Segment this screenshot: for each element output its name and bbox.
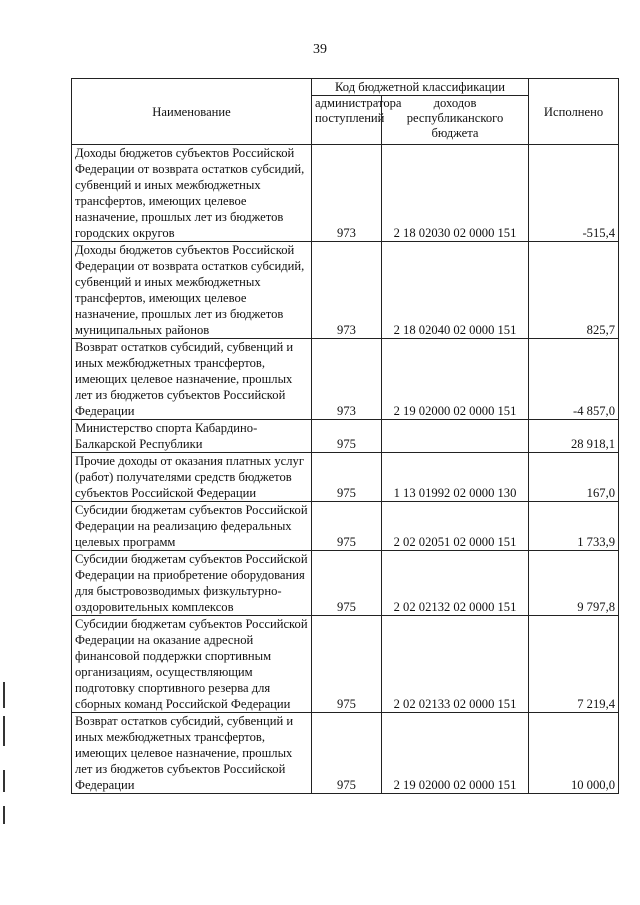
- row-admin-code: 973: [312, 339, 382, 420]
- row-admin-code: 975: [312, 502, 382, 551]
- row-amount: -4 857,0: [529, 339, 619, 420]
- row-name: Доходы бюджетов субъектов Российской Федерации от возврата остатков субсидий, субвенций и иных межбюджетных трансфертов, имеющих целевое назначение, прошлых лет из бюджетов городских округов: [72, 145, 312, 242]
- header-code-group: Код бюджетной классификации: [312, 79, 529, 96]
- row-admin-code: 975: [312, 616, 382, 713]
- row-budget-code: 1 13 01992 02 0000 130: [382, 453, 529, 502]
- scan-margin-mark: [3, 806, 5, 824]
- table-row: [72, 616, 619, 713]
- row-amount: 167,0: [529, 453, 619, 502]
- row-name: Субсидии бюджетам субъектов Российской Федерации на оказание адресной финансовой поддержки спортивным организациям, осуществляющим подготовку спортивного резерва для сборных команд Российской Федерации: [72, 616, 312, 713]
- row-name: Прочие доходы от оказания платных услуг (работ) получателями средств бюджетов субъектов Российской Федерации: [72, 453, 312, 502]
- row-amount: 7 219,4: [529, 616, 619, 713]
- row-budget-code: 2 02 02132 02 0000 151: [382, 551, 529, 616]
- row-budget-code: 2 18 02040 02 0000 151: [382, 242, 529, 339]
- scan-margin-mark: [3, 770, 5, 792]
- row-admin-code: 975: [312, 713, 382, 794]
- row-budget-code: 2 19 02000 02 0000 151: [382, 713, 529, 794]
- row-admin-code: 973: [312, 242, 382, 339]
- table-row: [72, 453, 619, 502]
- row-admin-code: 975: [312, 453, 382, 502]
- row-budget-code: 2 02 02051 02 0000 151: [382, 502, 529, 551]
- row-name: Субсидии бюджетам субъектов Российской Федерации на реализацию федеральных целевых программ: [72, 502, 312, 551]
- table-row: [72, 502, 619, 551]
- table-row: [72, 551, 619, 616]
- row-name: Министерство спорта Кабардино-Балкарской Республики: [72, 420, 312, 453]
- table-row: [72, 145, 619, 242]
- header-executed: Исполнено: [529, 79, 619, 145]
- row-budget-code: 2 18 02030 02 0000 151: [382, 145, 529, 242]
- table-row: [72, 420, 619, 453]
- row-amount: -515,4: [529, 145, 619, 242]
- scan-margin-mark: [3, 682, 5, 708]
- row-admin-code: 973: [312, 145, 382, 242]
- row-budget-code: 2 19 02000 02 0000 151: [382, 339, 529, 420]
- row-name: Доходы бюджетов субъектов Российской Федерации от возврата остатков субсидий, субвенций и иных межбюджетных трансфертов, имеющих целевое назначение, прошлых лет из бюджетов муниципальных районов: [72, 242, 312, 339]
- table-row: [72, 339, 619, 420]
- table-row: [72, 713, 619, 794]
- row-amount: 28 918,1: [529, 420, 619, 453]
- table-row: [72, 242, 619, 339]
- row-amount: 1 733,9: [529, 502, 619, 551]
- row-name: Субсидии бюджетам субъектов Российской Федерации на приобретение оборудования для быстровозводимых физкультурно-оздоровительных комплексов: [72, 551, 312, 616]
- header-revenue: доходов республиканского бюджета: [382, 96, 529, 145]
- row-admin-code: 975: [312, 420, 382, 453]
- row-budget-code: [382, 420, 529, 453]
- row-name: Возврат остатков субсидий, субвенций и иных межбюджетных трансфертов, имеющих целевое назначение, прошлых лет из бюджетов субъектов Российской Федерации: [72, 713, 312, 794]
- scan-margin-mark: [3, 716, 5, 746]
- row-amount: 9 797,8: [529, 551, 619, 616]
- row-amount: 825,7: [529, 242, 619, 339]
- row-name: Возврат остатков субсидий, субвенций и иных межбюджетных трансфертов, имеющих целевое назначение, прошлых лет из бюджетов субъектов Российской Федерации: [72, 339, 312, 420]
- row-amount: 10 000,0: [529, 713, 619, 794]
- header-name: Наименование: [72, 79, 312, 145]
- row-budget-code: 2 02 02133 02 0000 151: [382, 616, 529, 713]
- page-number: 39: [313, 42, 327, 57]
- row-admin-code: 975: [312, 551, 382, 616]
- header-admin: администратора поступлений: [312, 96, 382, 145]
- budget-table: [71, 78, 619, 794]
- header-row-top: [72, 79, 619, 96]
